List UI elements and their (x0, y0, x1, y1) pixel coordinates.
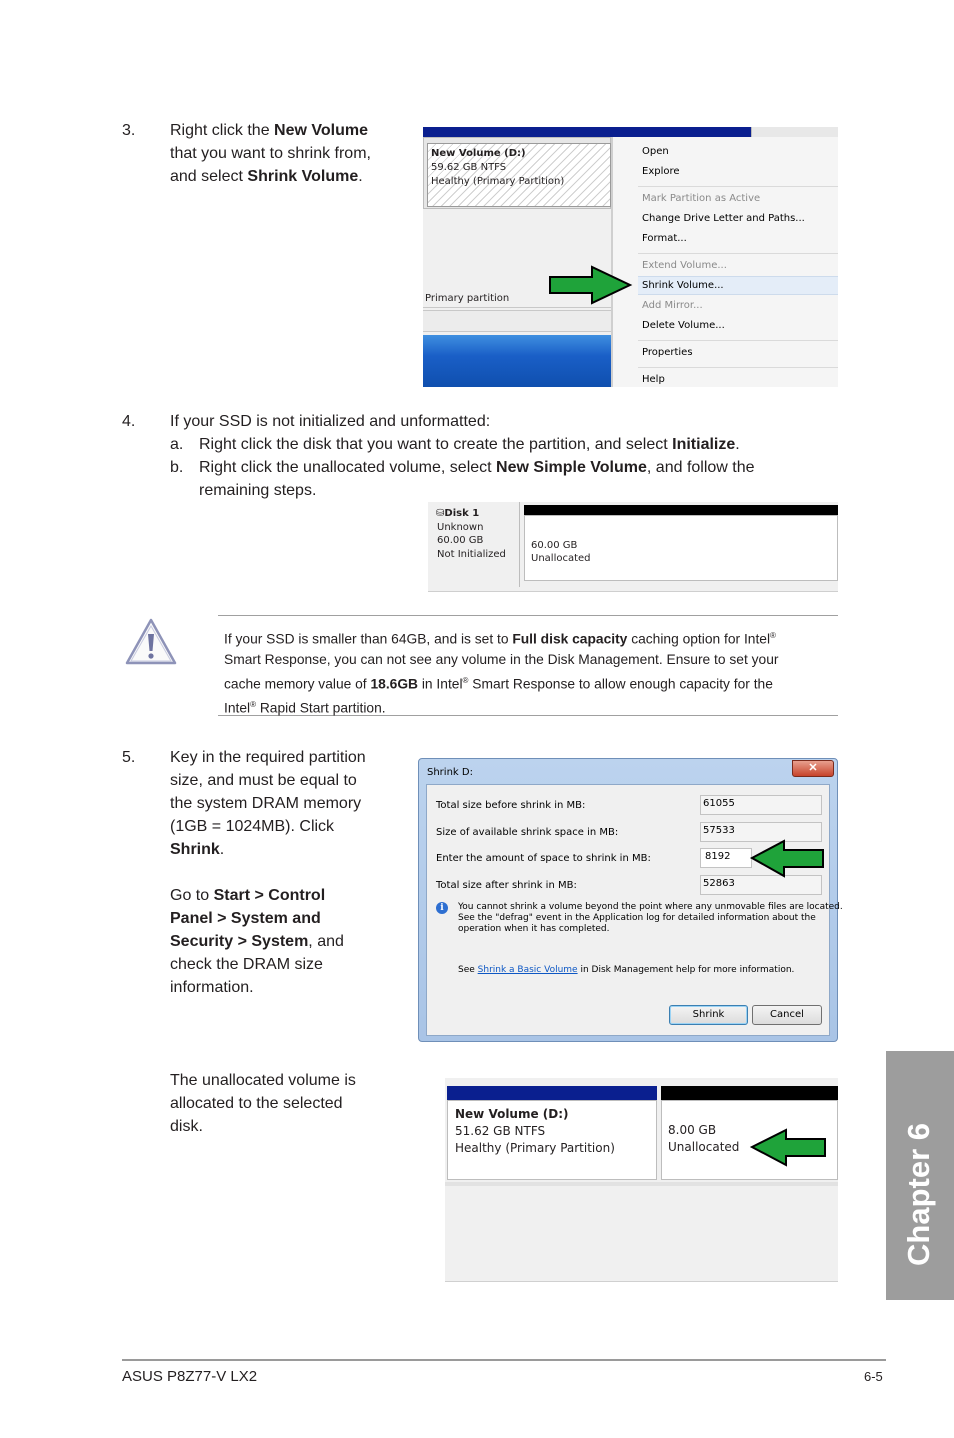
size-after-field: 52863 (700, 875, 822, 895)
result-volume-status: Healthy (Primary Partition) (455, 1141, 615, 1155)
cancel-button[interactable]: Cancel (752, 1005, 822, 1025)
green-arrow-left-icon (748, 1127, 828, 1169)
close-icon: ✕ (808, 762, 818, 774)
step4-b-text: Right click the unallocated volume, select New Simple Volume, and follow the remaining steps. (199, 459, 755, 499)
new-volume-partition[interactable] (447, 1100, 657, 1180)
menu-explore[interactable]: Explore (642, 166, 680, 177)
total-size-label: Total size before shrink in MB: (436, 800, 586, 811)
step4-b-letter: b. (170, 459, 184, 476)
result-text: The unallocated volume is allocated to the selected disk. (170, 1072, 356, 1135)
shrink-amount-input[interactable]: 8192 (700, 848, 752, 868)
info-icon: i (436, 902, 448, 914)
result-volume-name: New Volume (D:) (455, 1107, 569, 1121)
menu-shrink[interactable]: Shrink Volume... (642, 280, 724, 291)
unallocated-header-bar (661, 1086, 838, 1100)
disk-label-panel[interactable] (428, 502, 520, 587)
green-arrow-left-icon (748, 838, 826, 880)
menu-separator (638, 340, 838, 341)
menu-delete[interactable]: Delete Volume... (642, 320, 725, 331)
result-screenshot (445, 1078, 838, 1282)
disk-icon: ⛁ (436, 508, 445, 519)
dialog-title: Shrink D: (427, 767, 473, 778)
close-button[interactable] (792, 760, 834, 777)
shrink-amount-label: Enter the amount of space to shrink in MB: (436, 853, 651, 864)
unallocated-size: 8.00 GB (668, 1123, 717, 1137)
total-size-field: 61055 (700, 795, 822, 815)
shrink-button[interactable]: Shrink (669, 1005, 748, 1025)
step3-text: Right click the New Volume that you want to shrink from, and select Shrink Volume. (170, 122, 371, 185)
unallocated-state: Unallocated (668, 1140, 740, 1154)
available-space-field: 57533 (700, 822, 822, 842)
step3-number: 3. (122, 122, 136, 139)
disk-type: Unknown (437, 522, 484, 533)
menu-separator (638, 186, 838, 187)
step5-number: 5. (122, 749, 136, 766)
legend-primary-partition: Primary partition (425, 293, 510, 304)
step4-a-letter: a. (170, 436, 184, 453)
step4-number: 4. (122, 413, 136, 430)
volume-size: 59.62 GB NTFS (431, 162, 507, 173)
space-state: Unallocated (531, 553, 591, 564)
size-after-label: Total size after shrink in MB: (436, 880, 577, 891)
warning-icon (124, 617, 178, 667)
menu-open[interactable]: Open (642, 146, 669, 157)
volume-partition[interactable] (427, 143, 611, 207)
menu-change-letter[interactable]: Change Drive Letter and Paths... (642, 213, 805, 224)
step4-a-text: Right click the disk that you want to create the partition, and select Initialize. (199, 436, 740, 453)
step4-intro: If your SSD is not initialized and unformatted: (170, 413, 491, 430)
uninitialized-disk-screenshot (428, 502, 838, 592)
footer-page-number: 6-5 (864, 1369, 883, 1384)
menu-add-mirror[interactable]: Add Mirror... (642, 300, 703, 311)
note-top-rule (218, 615, 838, 616)
disk-name: ⛁Disk 1 (436, 508, 480, 519)
footer-left: ASUS P8Z77-V LX2 (122, 1368, 258, 1385)
note-text: If your SSD is smaller than 64GB, and is set to Full disk capacity caching option for Intel® Smart Response, you can not see any volume in the Disk Management. Ensure to set your cache memory value of 18.6GB in Intel® Smart Response to allow enough capacity for the Intel® Rapid Start partition. (224, 631, 779, 716)
context-menu-screenshot (423, 127, 838, 387)
volume-header-bar (423, 127, 751, 137)
volume-name: New Volume (D:) (431, 148, 526, 159)
result-volume-size: 51.62 GB NTFS (455, 1124, 546, 1138)
menu-help[interactable]: Help (642, 374, 665, 385)
step5-text: Key in the required partition size, and must be equal to the system DRAM memory (1GB = 1024MB). Click Shrink. Go to Start > Control Panel > System and Security > System, and check the DRAM size information. (170, 749, 366, 996)
shrink-help-link[interactable]: Shrink a Basic Volume (477, 965, 578, 975)
info-text: You cannot shrink a volume beyond the point where any unmovable files are located. See the "defrag" event in the Application log for detailed information about the operation when it has completed. (458, 902, 843, 934)
menu-format[interactable]: Format... (642, 233, 687, 244)
menu-mark-active[interactable]: Mark Partition as Active (642, 193, 761, 204)
disk-state: Not Initialized (437, 549, 506, 560)
menu-extend[interactable]: Extend Volume... (642, 260, 727, 271)
available-space-label: Size of available shrink space in MB: (436, 827, 619, 838)
menu-separator (638, 253, 838, 254)
volume-header-bar (447, 1086, 657, 1100)
space-size: 60.00 GB (531, 540, 578, 551)
green-arrow-right-icon (548, 265, 634, 305)
chapter-tab (886, 1051, 954, 1300)
chapter-label: Chapter 6 (901, 1123, 936, 1266)
disk-size: 60.00 GB (437, 535, 484, 546)
taskbar-strip (423, 335, 611, 387)
help-line: See Shrink a Basic Volume in Disk Management help for more information. (458, 965, 795, 975)
unallocated-header-bar (524, 505, 838, 515)
menu-separator (638, 367, 838, 368)
footer-rule (122, 1359, 886, 1361)
unallocated-space[interactable] (524, 515, 838, 581)
menu-properties[interactable]: Properties (642, 347, 693, 358)
volume-status: Healthy (Primary Partition) (431, 176, 565, 187)
